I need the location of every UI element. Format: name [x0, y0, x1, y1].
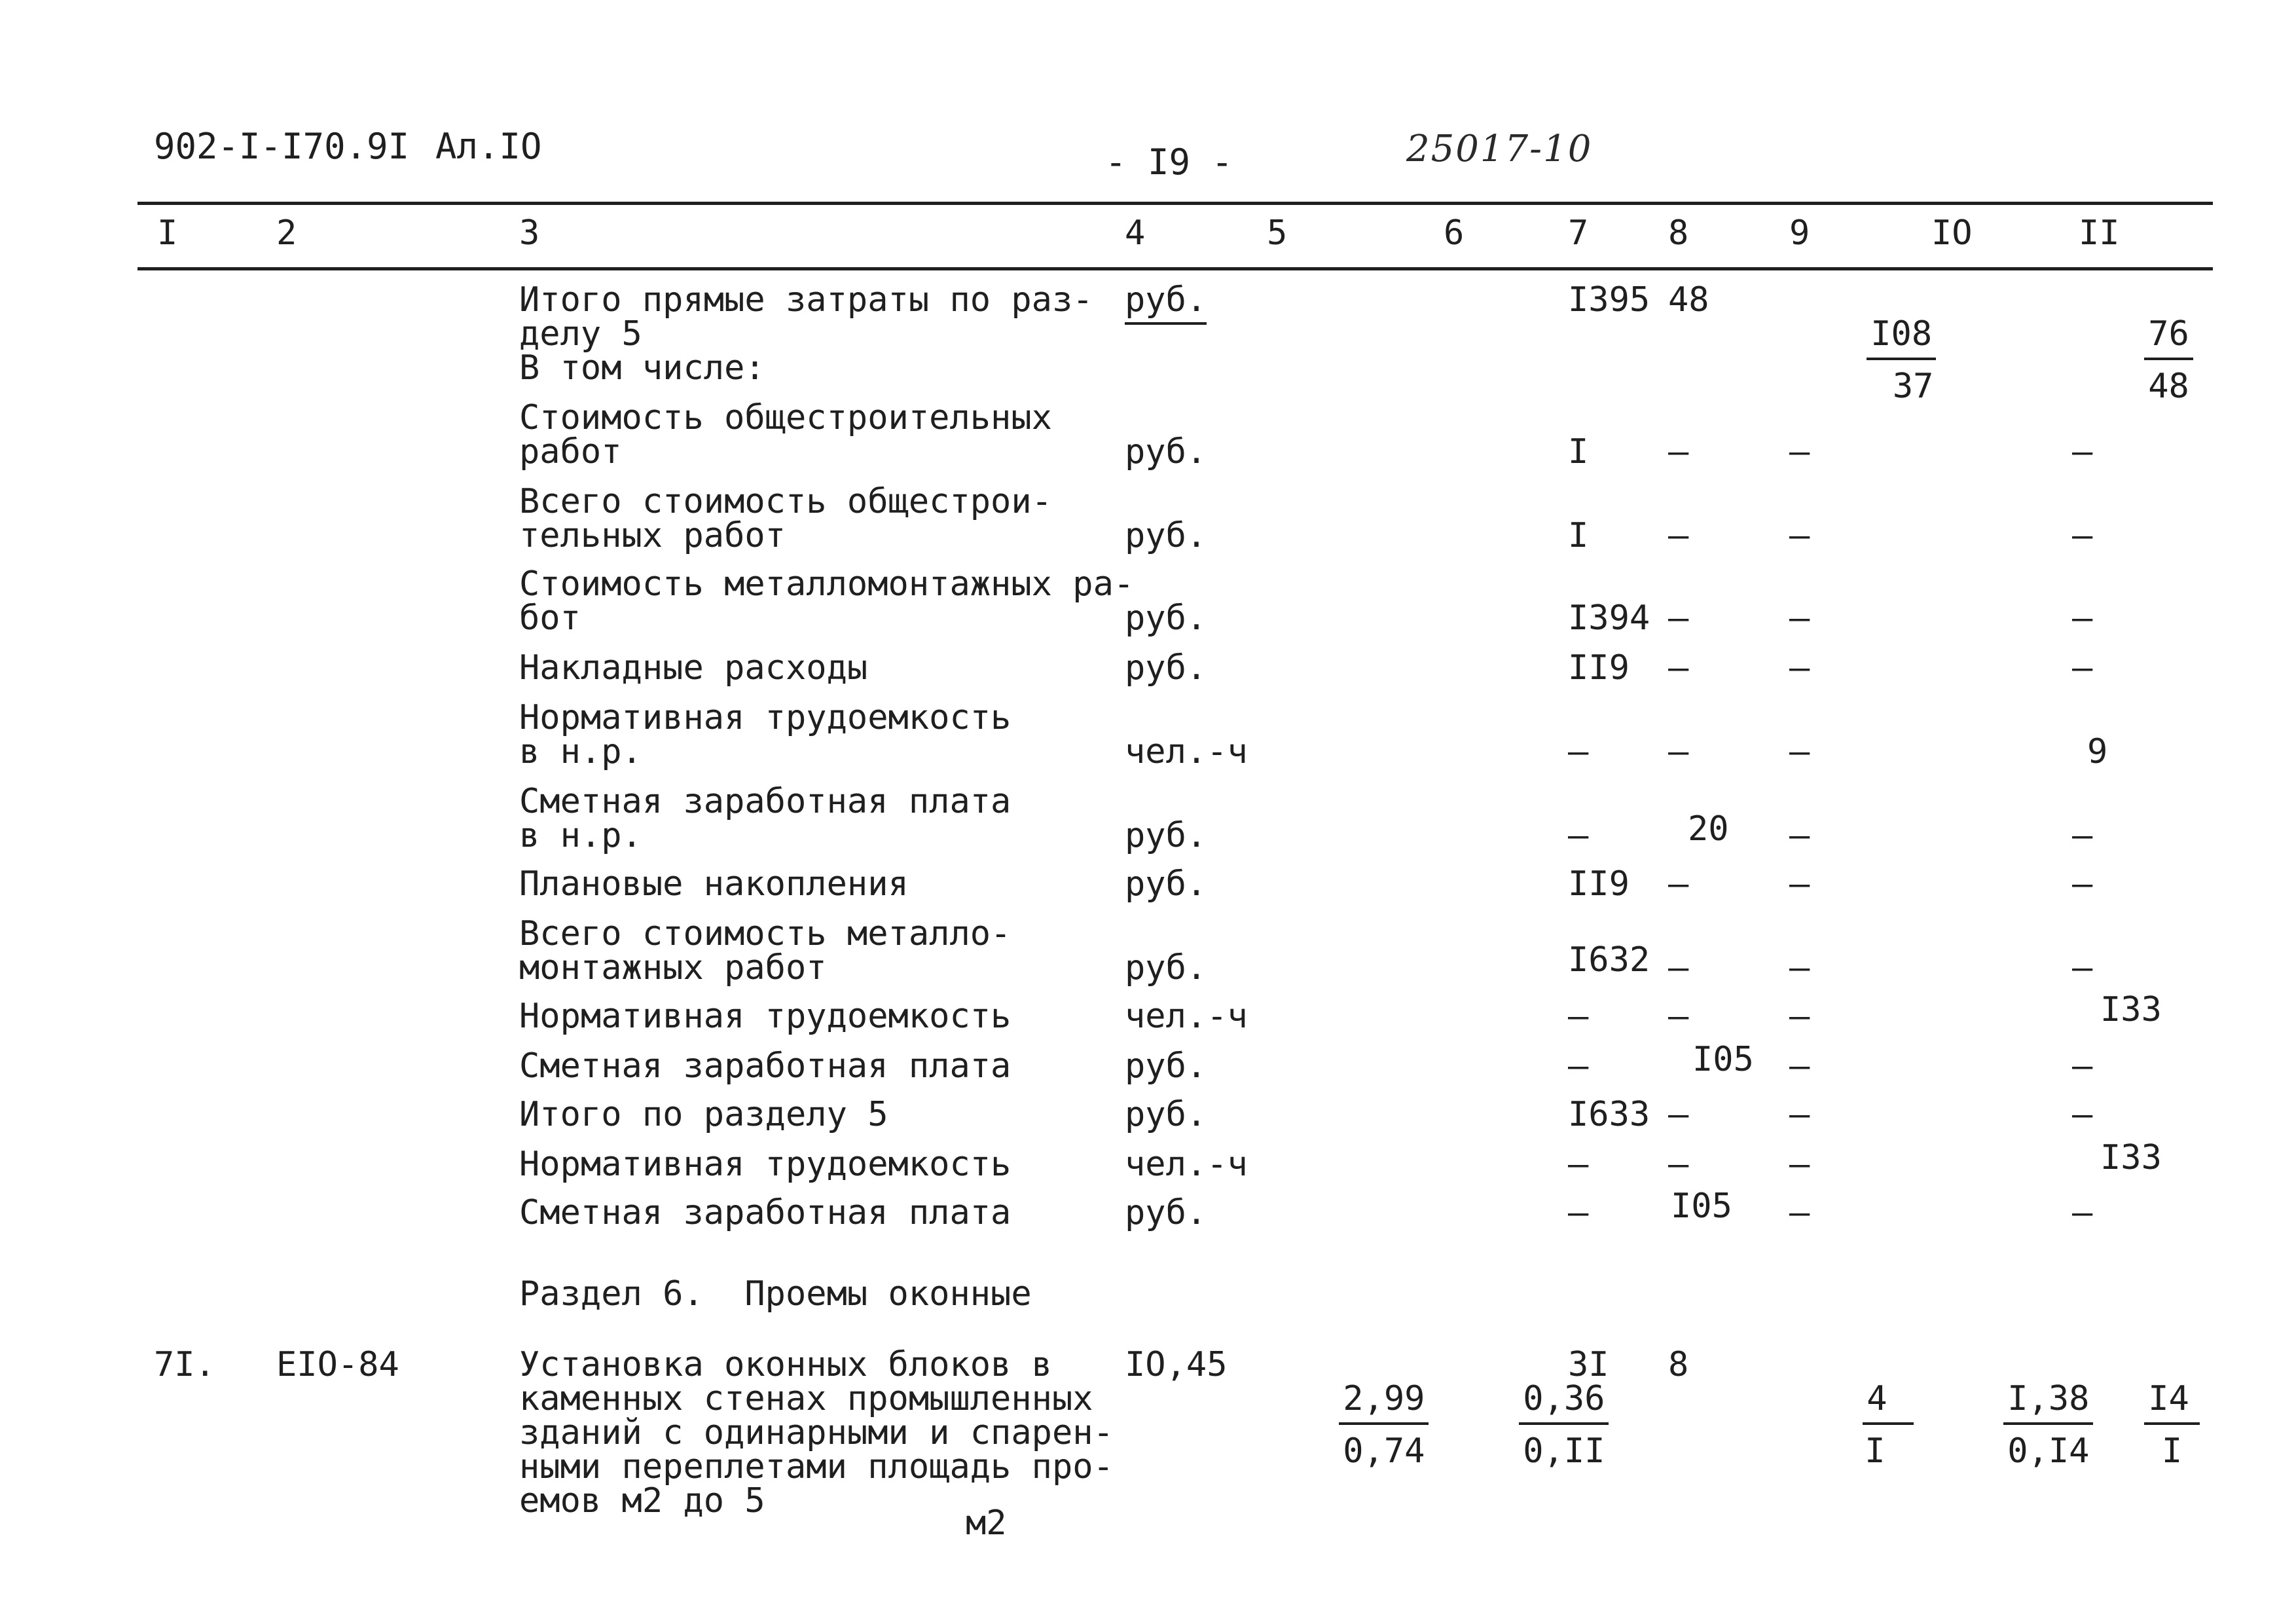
col10-numerator: I,38	[2003, 1382, 2093, 1425]
row-name-line2: делу 5	[519, 314, 642, 354]
col8-value: –	[1668, 732, 1689, 771]
row-unit: чел.-ч	[1125, 997, 1248, 1036]
column-header-1: I	[157, 213, 178, 253]
col7-value: I632	[1568, 940, 1650, 980]
row-unit: руб.	[1125, 948, 1207, 987]
col7-value: 3I	[1568, 1345, 1609, 1384]
row-name-line2: работ	[519, 432, 622, 471]
col11-value: –	[2072, 864, 2093, 904]
col9-fraction	[1781, 1348, 1914, 1502]
row-name-line1: Всего стоимость общестрои-	[519, 482, 1052, 521]
col8-value: 48	[1668, 280, 1709, 320]
row-name-line2: в н.р.	[519, 732, 642, 771]
col9-numerator: I08	[1867, 317, 1936, 360]
row-name-line1: Всего стоимость металло-	[519, 914, 1011, 953]
row-unit: чел.-ч	[1125, 1145, 1248, 1184]
col9-denominator: 37	[1892, 367, 1934, 406]
col9-value: –	[1789, 948, 1810, 987]
col9-denominator: I	[1865, 1431, 1886, 1471]
row-name-line2: бот	[519, 599, 581, 638]
row-unit: руб.	[1125, 816, 1207, 855]
column-header-4: 4	[1125, 213, 1146, 253]
col11-fraction	[2062, 283, 2193, 437]
column-header-8: 8	[1668, 213, 1689, 253]
col8-value: –	[1668, 599, 1689, 638]
row-name-line1: Сметная заработная плата	[519, 1046, 1011, 1086]
col9-value: –	[1789, 599, 1810, 638]
row-name-line1: Стоимость общестроительных	[519, 398, 1052, 437]
unit-underlined: руб.	[1125, 280, 1207, 325]
col8-value: –	[1668, 997, 1689, 1036]
col7-value: I395	[1568, 280, 1650, 320]
col8-value: 8	[1668, 1345, 1689, 1384]
column-header-3: 3	[519, 213, 540, 253]
col7-value: –	[1568, 816, 1589, 855]
col8-value: –	[1668, 948, 1689, 987]
col7-value: II9	[1568, 648, 1630, 688]
row-name-line1: Итого прямые затраты по раз-	[519, 280, 1093, 320]
col8-value: –	[1668, 1095, 1689, 1134]
section-title: Раздел 6. Проемы оконные	[519, 1274, 1032, 1314]
col8-value: 20	[1688, 809, 1729, 849]
col6-numerator: 0,36	[1519, 1382, 1609, 1425]
col10-denominator: 0,I4	[2007, 1431, 2090, 1471]
inventory-number-handwritten: 25017-10	[1406, 128, 1593, 170]
col11-value: –	[2072, 1095, 2093, 1134]
row-unit: руб.	[1125, 432, 1207, 471]
col8-value: –	[1668, 648, 1689, 688]
item-desc-line5: емов м2 до 5	[519, 1481, 765, 1521]
col4-value: IO,45	[1125, 1345, 1228, 1384]
row-name-line1: Сметная заработная плата	[519, 782, 1011, 821]
item-desc-line3: зданий с одинарными и спарен-	[519, 1413, 1114, 1452]
col8-value: I05	[1671, 1187, 1732, 1226]
col11-value: –	[2072, 1046, 2093, 1086]
col11-value: –	[2072, 432, 2093, 471]
col11-value: I33	[2100, 990, 2162, 1029]
row-name-line2: в н.р.	[519, 816, 642, 855]
col8-value: –	[1668, 864, 1689, 904]
col7-value: –	[1568, 1193, 1589, 1232]
sheet-number: Ал.IO	[435, 126, 542, 167]
col7-value: I633	[1568, 1095, 1650, 1134]
col9-value: –	[1789, 816, 1810, 855]
col11-denominator: 48	[2148, 367, 2189, 406]
item-code: EIO-84	[276, 1345, 399, 1384]
column-header-11: II	[2079, 213, 2120, 253]
item-desc-line4: ными переплетами площадь про-	[519, 1447, 1114, 1486]
row-name-line1: Стоимость металломонтажных ра-	[519, 564, 1135, 604]
col11-value: –	[2072, 948, 2093, 987]
col8-value: I05	[1692, 1040, 1754, 1079]
row-unit: руб.	[1125, 1193, 1207, 1232]
column-header-2: 2	[276, 213, 297, 253]
column-header-5: 5	[1267, 213, 1288, 253]
col9-value: –	[1789, 432, 1810, 471]
col9-value: –	[1789, 864, 1810, 904]
row-unit: руб.	[1125, 648, 1207, 688]
col11-value: –	[2072, 648, 2093, 688]
col11-value: –	[2072, 599, 2093, 638]
row-unit: руб.	[1125, 599, 1207, 638]
col11-numerator: 76	[2144, 317, 2193, 360]
row-unit: руб.	[1125, 516, 1207, 555]
col11-value: –	[2072, 516, 2093, 555]
document-code: 902-I-I70.9I	[154, 126, 410, 167]
row-unit: руб.	[1125, 864, 1207, 904]
col9-value: –	[1789, 1095, 1810, 1134]
column-header-9: 9	[1789, 213, 1810, 253]
col11-denominator: I	[2161, 1431, 2183, 1471]
col9-value: –	[1789, 1046, 1810, 1086]
col9-value: –	[1789, 1193, 1810, 1232]
item-unit-note: м2	[966, 1504, 1007, 1543]
col11-numerator: I4	[2144, 1382, 2200, 1425]
col6-denominator: 0,II	[1523, 1431, 1605, 1471]
col11-value: –	[2072, 1193, 2093, 1232]
table-header-bottom-rule	[137, 267, 2213, 270]
col7-value: I	[1568, 432, 1589, 471]
row-unit: руб.	[1125, 1095, 1207, 1134]
row-unit: руб.	[1125, 1046, 1207, 1086]
item-desc-line2: каменных стенах промышленных	[519, 1379, 1093, 1418]
col9-value: –	[1789, 1145, 1810, 1184]
row-name-line2: монтажных работ	[519, 948, 827, 987]
page-number: - I9 -	[1105, 141, 1233, 183]
col5-numerator: 2,99	[1339, 1382, 1429, 1425]
col8-value: –	[1668, 432, 1689, 471]
table-top-rule	[137, 202, 2213, 205]
col5-denominator: 0,74	[1343, 1431, 1425, 1471]
row-name-line1: Итого по разделу 5	[519, 1095, 888, 1134]
column-header-6: 6	[1444, 213, 1465, 253]
col5-fraction	[1257, 1348, 1429, 1502]
col8-value: –	[1668, 1145, 1689, 1184]
col7-value: –	[1568, 1046, 1589, 1086]
col7-value: –	[1568, 997, 1589, 1036]
col8-value: –	[1668, 516, 1689, 555]
col9-value: –	[1789, 732, 1810, 771]
row-name-line1: Сметная заработная плата	[519, 1193, 1011, 1232]
row-name-line1: Нормативная трудоемкость	[519, 997, 1011, 1036]
col11-value: 9	[2087, 732, 2108, 771]
col11-value: I33	[2100, 1138, 2162, 1177]
col7-value: –	[1568, 1145, 1589, 1184]
including-label: В том числе:	[519, 348, 765, 388]
col7-value: II9	[1568, 864, 1630, 904]
col7-value: –	[1568, 732, 1589, 771]
item-desc-line1: Установка оконных блоков в	[519, 1345, 1052, 1384]
row-name-line1: Нормативная трудоемкость	[519, 1145, 1011, 1184]
col9-value: –	[1789, 648, 1810, 688]
row-name-line1: Плановые накопления	[519, 864, 909, 904]
col7-value: I394	[1568, 599, 1650, 638]
col11-value: –	[2072, 816, 2093, 855]
row-name-line1: Нормативная трудоемкость	[519, 698, 1011, 737]
col9-fraction	[1785, 283, 1936, 437]
col7-value: I	[1568, 516, 1589, 555]
row-unit	[1125, 280, 1207, 320]
col9-value: –	[1789, 516, 1810, 555]
row-unit: чел.-ч	[1125, 732, 1248, 771]
col11-fraction	[2062, 1348, 2200, 1502]
row-name-line2: тельных работ	[519, 516, 786, 555]
col9-value: –	[1789, 997, 1810, 1036]
column-header-10: IO	[1931, 213, 1973, 253]
item-number: 7I.	[154, 1345, 215, 1384]
col9-numerator: 4	[1863, 1382, 1913, 1425]
row-name-line1: Накладные расходы	[519, 648, 868, 688]
column-header-7: 7	[1568, 213, 1589, 253]
